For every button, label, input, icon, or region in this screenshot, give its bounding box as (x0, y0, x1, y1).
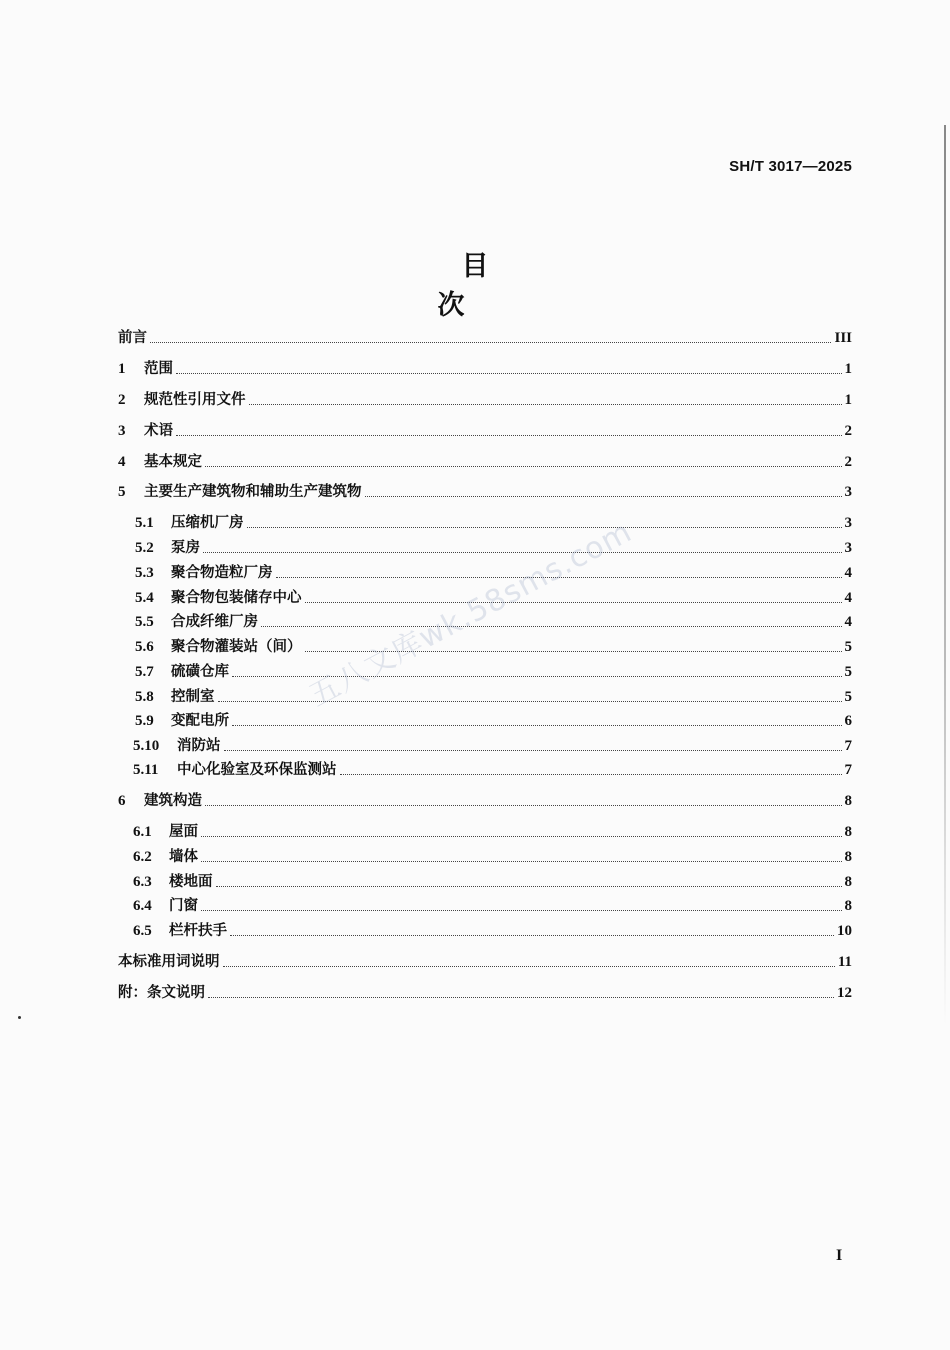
toc-entry-label: 合成纤维厂房 (171, 614, 258, 630)
toc-entry-page: 4 (844, 614, 852, 630)
toc-dot-leader (218, 700, 842, 702)
toc-entry-page: 5 (844, 664, 852, 680)
toc-dot-leader (232, 724, 842, 726)
toc-entry-page: 8 (844, 849, 852, 865)
toc-entry-page: 2 (844, 423, 852, 439)
toc-dot-leader (365, 495, 842, 497)
toc-entry-label: 墙体 (169, 849, 198, 865)
toc-entry[interactable] (118, 326, 852, 348)
toc-dot-leader (150, 341, 831, 343)
toc-entry-label: 楼地面 (169, 874, 213, 890)
toc-entry-page: 8 (844, 898, 852, 914)
toc-entry-number: 5.9 (135, 713, 154, 729)
toc-entry-label: 屋面 (169, 824, 198, 840)
toc-entry-number: 5.1 (135, 515, 154, 531)
toc-entry-label: 泵房 (171, 540, 200, 556)
toc-entry-page: 12 (837, 985, 852, 1001)
toc-entry-label: 规范性引用文件 (144, 392, 246, 408)
toc-entry-page: III (834, 330, 852, 346)
toc-dot-leader (176, 372, 842, 374)
page-title: 目次 (437, 251, 537, 321)
toc-entry-page: 7 (844, 738, 852, 754)
toc-entry-label: 附：条文说明 (118, 985, 205, 1001)
toc-entry[interactable] (135, 660, 852, 682)
toc-entry-label: 本标准用词说明 (118, 954, 220, 970)
toc-entry-page: 8 (844, 793, 852, 809)
toc-dot-leader (201, 860, 842, 862)
toc-entry-label: 栏杆扶手 (169, 923, 227, 939)
toc-entry-page: 5 (844, 639, 852, 655)
toc-entry-label: 消防站 (177, 738, 221, 754)
toc-entry-label: 聚合物包装储存中心 (171, 590, 302, 606)
toc-entry-page: 3 (844, 484, 852, 500)
toc-entry-page: 8 (844, 824, 852, 840)
toc-entry-number: 5 (118, 484, 126, 500)
toc-dot-leader (249, 403, 842, 405)
toc-entry-number: 5.6 (135, 639, 154, 655)
toc-entry[interactable] (135, 635, 852, 657)
toc-entry-page: 10 (837, 923, 852, 939)
toc-entry-number: 6 (118, 793, 126, 809)
page-number: I (836, 1247, 843, 1264)
toc-dot-leader (205, 804, 842, 806)
toc-entry[interactable] (118, 357, 852, 379)
toc-entry-number: 5.8 (135, 689, 154, 705)
toc-entry-page: 4 (844, 565, 852, 581)
toc-entry-label: 控制室 (171, 689, 215, 705)
toc-dot-leader (201, 909, 842, 911)
toc-entry-page: 8 (844, 874, 852, 890)
toc-entry-page: 4 (844, 590, 852, 606)
toc-entry[interactable] (133, 919, 852, 941)
toc-dot-leader (203, 551, 842, 553)
toc-entry[interactable] (133, 845, 852, 867)
toc-entry[interactable] (118, 981, 852, 1003)
toc-entry-page: 7 (844, 762, 852, 778)
toc-entry-label: 前言 (118, 330, 147, 346)
toc-entry-number: 1 (118, 361, 126, 377)
toc-entry-label: 基本规定 (144, 454, 202, 470)
toc-dot-leader (261, 625, 842, 627)
toc-entry-page: 1 (844, 392, 852, 408)
toc-dot-leader (340, 773, 842, 775)
toc-entry[interactable] (135, 511, 852, 533)
toc-entry-number: 6.5 (133, 923, 152, 939)
toc-entry-number: 3 (118, 423, 126, 439)
toc-entry-label: 中心化验室及环保监测站 (177, 762, 337, 778)
toc-entry[interactable] (118, 950, 852, 972)
toc-entry-page: 2 (844, 454, 852, 470)
toc-entry-page: 3 (844, 540, 852, 556)
toc-dot-leader (247, 526, 842, 528)
toc-entry-number: 2 (118, 392, 126, 408)
toc-entry-number: 5.5 (135, 614, 154, 630)
toc-dot-leader (201, 835, 842, 837)
toc-entry[interactable] (118, 450, 852, 472)
toc-dot-leader (230, 934, 834, 936)
toc-entry-label: 建筑构造 (144, 793, 202, 809)
toc-entry[interactable] (133, 820, 852, 842)
toc-entry-page: 5 (844, 689, 852, 705)
toc-entry[interactable] (118, 789, 852, 811)
toc-entry-page: 6 (844, 713, 852, 729)
toc-entry[interactable] (135, 536, 852, 558)
toc-entry-number: 6.1 (133, 824, 152, 840)
standard-code: SH/T 3017—2025 (729, 158, 852, 175)
toc-entry-number: 5.4 (135, 590, 154, 606)
toc-dot-leader (224, 749, 842, 751)
toc-entry[interactable] (118, 480, 852, 502)
toc-entry-label: 变配电所 (171, 713, 229, 729)
toc-entry[interactable] (133, 894, 852, 916)
toc-entry[interactable] (118, 388, 852, 410)
toc-entry-page: 3 (844, 515, 852, 531)
toc-dot-leader (223, 965, 835, 967)
toc-entry-number: 6.2 (133, 849, 152, 865)
toc-dot-leader (208, 996, 834, 998)
toc-entry[interactable] (133, 734, 852, 756)
toc-entry-label: 范围 (144, 361, 173, 377)
toc-entry-page: 1 (844, 361, 852, 377)
toc-entry-label: 聚合物灌装站（间） (171, 639, 302, 655)
toc-entry-label: 硫磺仓库 (171, 664, 229, 680)
toc-entry-label: 聚合物造粒厂房 (171, 565, 273, 581)
toc-entry-number: 5.2 (135, 540, 154, 556)
toc-entry-number: 5.7 (135, 664, 154, 680)
toc-entry[interactable] (133, 758, 852, 780)
toc-entry[interactable] (135, 709, 852, 731)
toc-entry-number: 5.10 (133, 738, 160, 754)
toc-dot-leader (205, 465, 842, 467)
toc-entry[interactable] (135, 685, 852, 707)
toc-entry-page: 11 (837, 954, 852, 970)
toc-entry-label: 主要生产建筑物和辅助生产建筑物 (144, 484, 362, 500)
toc-entry-label: 压缩机厂房 (171, 515, 244, 531)
toc-dot-leader (216, 885, 842, 887)
toc-dot-leader (176, 434, 842, 436)
toc-entry[interactable] (133, 870, 852, 892)
toc-dot-leader (305, 601, 842, 603)
toc-entry-number: 4 (118, 454, 126, 470)
toc-entry-number: 5.11 (133, 762, 159, 778)
toc-entry-label: 门窗 (169, 898, 198, 914)
toc-entry-number: 6.3 (133, 874, 152, 890)
toc-entry-label: 术语 (144, 423, 173, 439)
toc-entry-number: 6.4 (133, 898, 152, 914)
toc-entry[interactable] (118, 419, 852, 441)
toc-entry-number: 5.3 (135, 565, 154, 581)
watermark: 五八文库wk.58sms.com (303, 514, 638, 714)
